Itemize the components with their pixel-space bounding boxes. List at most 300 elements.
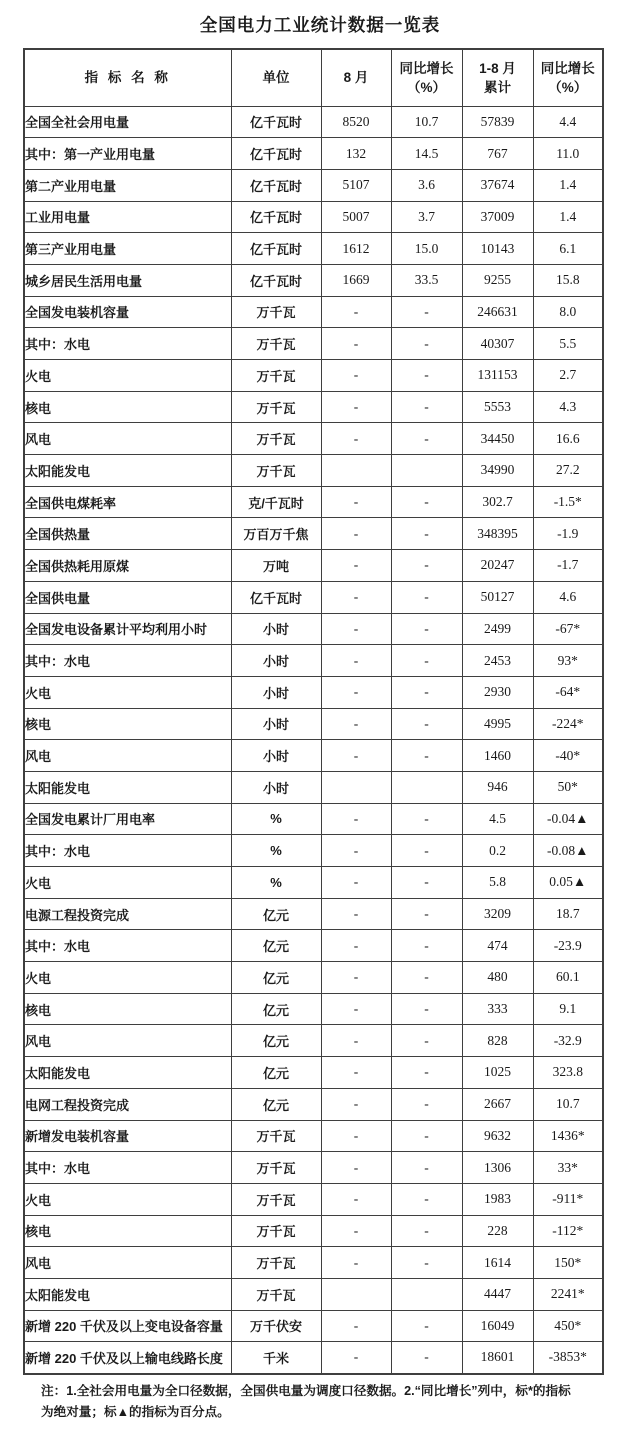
cumulative-yoy-cell: -1.9 <box>533 518 603 550</box>
august-yoy-cell: - <box>391 1025 462 1057</box>
august-value-cell: - <box>321 803 391 835</box>
cumulative-yoy-cell: 1.4 <box>533 201 603 233</box>
table-row <box>24 867 603 899</box>
unit-cell: 万千瓦 <box>231 1183 321 1215</box>
august-value-cell <box>321 771 391 803</box>
table-row <box>24 993 603 1025</box>
cumulative-value-cell: 333 <box>462 993 533 1025</box>
unit-cell: 亿千瓦时 <box>231 106 321 138</box>
august-value-cell: - <box>321 1152 391 1184</box>
cumulative-value-cell: 946 <box>462 771 533 803</box>
indicator-name-cell: 新增发电装机容量 <box>24 1120 231 1152</box>
august-value-cell: 1612 <box>321 233 391 265</box>
footnote-line: 注：1.全社会用电量为全口径数据，全国供电量为调度口径数据。2.“同比增长”列中，标*的指标 <box>41 1384 571 1398</box>
cumulative-yoy-cell: 50* <box>533 771 603 803</box>
cumulative-value-cell: 18601 <box>462 1342 533 1374</box>
august-value-cell: - <box>321 328 391 360</box>
unit-cell: 万千瓦 <box>231 328 321 360</box>
august-value-cell: - <box>321 898 391 930</box>
table-header <box>24 49 603 106</box>
indicator-name-cell: 其中：水电 <box>24 1152 231 1184</box>
august-yoy-cell: - <box>391 1120 462 1152</box>
indicator-name-cell: 全国供电煤耗率 <box>24 486 231 518</box>
august-yoy-cell: - <box>391 328 462 360</box>
unit-cell: 小时 <box>231 771 321 803</box>
footnote-line: 为绝对量；标▲的指标为百分点。 <box>41 1405 230 1419</box>
august-value-cell: - <box>321 1057 391 1089</box>
august-value-cell: 5107 <box>321 169 391 201</box>
unit-cell: 万千瓦 <box>231 1215 321 1247</box>
august-yoy-cell: - <box>391 1152 462 1184</box>
col-header-label: 指 标 名 称 <box>84 70 171 86</box>
august-yoy-cell: - <box>391 581 462 613</box>
august-value-cell <box>321 1278 391 1310</box>
august-value-cell: - <box>321 867 391 899</box>
cumulative-value-cell: 348395 <box>462 518 533 550</box>
unit-cell: 万吨 <box>231 550 321 582</box>
table-row <box>24 740 603 772</box>
cumulative-value-cell: 1983 <box>462 1183 533 1215</box>
unit-cell: 小时 <box>231 613 321 645</box>
unit-cell: % <box>231 867 321 899</box>
table-row <box>24 201 603 233</box>
cumulative-yoy-cell: 4.3 <box>533 391 603 423</box>
cumulative-value-cell: 4995 <box>462 708 533 740</box>
col-header-label: 1-8 月 <box>479 60 516 76</box>
col-header-sublabel: （%） <box>406 79 446 95</box>
unit-cell: 千米 <box>231 1342 321 1374</box>
cumulative-yoy-cell: 8.0 <box>533 296 603 328</box>
table-row <box>24 1247 603 1279</box>
unit-cell: 亿千瓦时 <box>231 233 321 265</box>
cumulative-yoy-cell: -1.7 <box>533 550 603 582</box>
cumulative-yoy-cell: -40* <box>533 740 603 772</box>
cumulative-yoy-cell: -224* <box>533 708 603 740</box>
indicator-name-cell: 火电 <box>24 676 231 708</box>
table-row <box>24 962 603 994</box>
cumulative-yoy-cell: 4.6 <box>533 581 603 613</box>
table-row <box>24 486 603 518</box>
cumulative-yoy-cell: 9.1 <box>533 993 603 1025</box>
table-row <box>24 1025 603 1057</box>
august-value-cell: - <box>321 1247 391 1279</box>
unit-cell: 万千瓦 <box>231 391 321 423</box>
august-value-cell: - <box>321 676 391 708</box>
august-value-cell: - <box>321 835 391 867</box>
cumulative-value-cell: 16049 <box>462 1310 533 1342</box>
august-yoy-cell: - <box>391 676 462 708</box>
cumulative-value-cell: 20247 <box>462 550 533 582</box>
table-row <box>24 264 603 296</box>
august-value-cell: - <box>321 1215 391 1247</box>
indicator-name-cell: 太阳能发电 <box>24 1057 231 1089</box>
table-row <box>24 930 603 962</box>
table-row <box>24 1120 603 1152</box>
cumulative-yoy-cell: -1.5* <box>533 486 603 518</box>
cumulative-value-cell: 1025 <box>462 1057 533 1089</box>
august-yoy-cell: - <box>391 1088 462 1120</box>
table-row <box>24 106 603 138</box>
august-yoy-cell: - <box>391 1057 462 1089</box>
table-row <box>24 169 603 201</box>
cumulative-yoy-cell: 10.7 <box>533 1088 603 1120</box>
cumulative-yoy-cell: -32.9 <box>533 1025 603 1057</box>
august-value-cell: - <box>321 1088 391 1120</box>
cumulative-value-cell: 474 <box>462 930 533 962</box>
cumulative-yoy-cell: -911* <box>533 1183 603 1215</box>
unit-cell: 万千瓦 <box>231 423 321 455</box>
august-yoy-cell: 10.7 <box>391 106 462 138</box>
indicator-name-cell: 全国供热量 <box>24 518 231 550</box>
cumulative-yoy-cell: -64* <box>533 676 603 708</box>
table-row <box>24 898 603 930</box>
august-yoy-cell: - <box>391 1342 462 1374</box>
august-yoy-cell: 33.5 <box>391 264 462 296</box>
august-yoy-cell: - <box>391 1183 462 1215</box>
col-header-sublabel: 累计 <box>484 79 511 95</box>
col-header-sublabel: （%） <box>548 79 588 95</box>
unit-cell: 亿千瓦时 <box>231 581 321 613</box>
august-yoy-cell: - <box>391 360 462 392</box>
august-yoy-cell: - <box>391 993 462 1025</box>
table-row <box>24 360 603 392</box>
cumulative-yoy-cell: 1.4 <box>533 169 603 201</box>
unit-cell: 小时 <box>231 708 321 740</box>
unit-cell: 亿元 <box>231 993 321 1025</box>
cumulative-value-cell: 1460 <box>462 740 533 772</box>
table-row <box>24 328 603 360</box>
unit-cell: 万千伏安 <box>231 1310 321 1342</box>
cumulative-value-cell: 228 <box>462 1215 533 1247</box>
indicator-name-cell: 城乡居民生活用电量 <box>24 264 231 296</box>
unit-cell: 万千瓦 <box>231 1278 321 1310</box>
col-header-label: 同比增长 <box>540 60 595 76</box>
table-row <box>24 1057 603 1089</box>
cumulative-value-cell: 40307 <box>462 328 533 360</box>
col-header-unit <box>231 49 321 106</box>
table-body <box>24 106 603 1374</box>
august-yoy-cell: - <box>391 391 462 423</box>
cumulative-yoy-cell: 6.1 <box>533 233 603 265</box>
cumulative-value-cell: 2930 <box>462 676 533 708</box>
indicator-name-cell: 其中：水电 <box>24 328 231 360</box>
cumulative-yoy-cell: 2241* <box>533 1278 603 1310</box>
table-row <box>24 391 603 423</box>
august-yoy-cell: - <box>391 708 462 740</box>
col-header-august <box>321 49 391 106</box>
august-yoy-cell <box>391 1278 462 1310</box>
unit-cell: 小时 <box>231 645 321 677</box>
indicator-name-cell: 全国发电装机容量 <box>24 296 231 328</box>
unit-cell: 万千瓦 <box>231 360 321 392</box>
august-value-cell: - <box>321 962 391 994</box>
indicator-name-cell: 全国供电量 <box>24 581 231 613</box>
august-value-cell: - <box>321 645 391 677</box>
col-header-yoy-growth <box>391 49 462 106</box>
indicator-name-cell: 火电 <box>24 962 231 994</box>
august-value-cell: - <box>321 486 391 518</box>
august-value-cell: - <box>321 708 391 740</box>
indicator-name-cell: 其中：水电 <box>24 835 231 867</box>
august-yoy-cell: - <box>391 898 462 930</box>
cumulative-value-cell: 3209 <box>462 898 533 930</box>
unit-cell: 亿元 <box>231 930 321 962</box>
table-row <box>24 581 603 613</box>
cumulative-yoy-cell: 450* <box>533 1310 603 1342</box>
august-value-cell: - <box>321 1120 391 1152</box>
august-yoy-cell: - <box>391 803 462 835</box>
cumulative-yoy-cell: 15.8 <box>533 264 603 296</box>
cumulative-yoy-cell: 323.8 <box>533 1057 603 1089</box>
header-row <box>24 49 603 106</box>
table-row <box>24 613 603 645</box>
table-row <box>24 1215 603 1247</box>
indicator-name-cell: 核电 <box>24 708 231 740</box>
august-value-cell: 8520 <box>321 106 391 138</box>
cumulative-yoy-cell: 1436* <box>533 1120 603 1152</box>
august-value-cell <box>321 455 391 487</box>
unit-cell: 万千瓦 <box>231 296 321 328</box>
cumulative-yoy-cell: 60.1 <box>533 962 603 994</box>
table-row <box>24 645 603 677</box>
indicator-name-cell: 风电 <box>24 1025 231 1057</box>
table-row <box>24 233 603 265</box>
indicator-name-cell: 其中：水电 <box>24 930 231 962</box>
august-yoy-cell: - <box>391 740 462 772</box>
indicator-name-cell: 火电 <box>24 867 231 899</box>
indicator-name-cell: 电源工程投资完成 <box>24 898 231 930</box>
cumulative-yoy-cell: -112* <box>533 1215 603 1247</box>
august-yoy-cell: - <box>391 518 462 550</box>
august-yoy-cell: - <box>391 1310 462 1342</box>
august-value-cell: - <box>321 1183 391 1215</box>
indicator-name-cell: 火电 <box>24 360 231 392</box>
cumulative-yoy-cell: 93* <box>533 645 603 677</box>
unit-cell: 小时 <box>231 740 321 772</box>
august-value-cell: - <box>321 581 391 613</box>
table-row <box>24 1342 603 1374</box>
table-row <box>24 423 603 455</box>
cumulative-yoy-cell: 16.6 <box>533 423 603 455</box>
cumulative-value-cell: 480 <box>462 962 533 994</box>
unit-cell: 万千瓦 <box>231 455 321 487</box>
cumulative-value-cell: 4.5 <box>462 803 533 835</box>
august-yoy-cell: - <box>391 486 462 518</box>
cumulative-yoy-cell: 0.05▲ <box>533 867 603 899</box>
cumulative-value-cell: 246631 <box>462 296 533 328</box>
cumulative-value-cell: 4447 <box>462 1278 533 1310</box>
cumulative-yoy-cell: 11.0 <box>533 138 603 170</box>
august-value-cell: - <box>321 423 391 455</box>
indicator-name-cell: 第三产业用电量 <box>24 233 231 265</box>
august-value-cell: - <box>321 993 391 1025</box>
unit-cell: 克/千瓦时 <box>231 486 321 518</box>
august-value-cell: - <box>321 1025 391 1057</box>
indicator-name-cell: 风电 <box>24 740 231 772</box>
cumulative-value-cell: 5.8 <box>462 867 533 899</box>
indicator-name-cell: 其中：水电 <box>24 645 231 677</box>
august-value-cell: - <box>321 518 391 550</box>
indicator-name-cell: 太阳能发电 <box>24 455 231 487</box>
cumulative-value-cell: 1614 <box>462 1247 533 1279</box>
unit-cell: 亿千瓦时 <box>231 138 321 170</box>
august-yoy-cell: - <box>391 1247 462 1279</box>
page-title: 全国电力工业统计数据一览表 <box>199 15 441 35</box>
august-value-cell: - <box>321 550 391 582</box>
august-yoy-cell: 3.7 <box>391 201 462 233</box>
unit-cell: 亿元 <box>231 1025 321 1057</box>
cumulative-value-cell: 131153 <box>462 360 533 392</box>
col-header-cumulative-yoy-growth <box>533 49 603 106</box>
table-row <box>24 1183 603 1215</box>
indicator-name-cell: 全国供热耗用原煤 <box>24 550 231 582</box>
august-value-cell: 132 <box>321 138 391 170</box>
august-yoy-cell: 15.0 <box>391 233 462 265</box>
indicator-name-cell: 工业用电量 <box>24 201 231 233</box>
unit-cell: 亿元 <box>231 898 321 930</box>
august-yoy-cell: - <box>391 550 462 582</box>
cumulative-yoy-cell: -67* <box>533 613 603 645</box>
table-row <box>24 771 603 803</box>
col-header-label: 8 月 <box>343 70 369 86</box>
table-row <box>24 708 603 740</box>
august-yoy-cell: - <box>391 296 462 328</box>
col-header-label: 同比增长 <box>399 60 454 76</box>
unit-cell: 万千瓦 <box>231 1247 321 1279</box>
footnote <box>41 1381 599 1423</box>
august-value-cell: - <box>321 1310 391 1342</box>
august-yoy-cell <box>391 455 462 487</box>
august-yoy-cell: - <box>391 645 462 677</box>
cumulative-value-cell: 5553 <box>462 391 533 423</box>
august-value-cell: - <box>321 391 391 423</box>
table-row <box>24 1310 603 1342</box>
cumulative-value-cell: 50127 <box>462 581 533 613</box>
cumulative-yoy-cell: -0.04▲ <box>533 803 603 835</box>
cumulative-yoy-cell: 2.7 <box>533 360 603 392</box>
table-row <box>24 550 603 582</box>
unit-cell: % <box>231 835 321 867</box>
unit-cell: 小时 <box>231 676 321 708</box>
august-yoy-cell: - <box>391 867 462 899</box>
august-yoy-cell: - <box>391 1215 462 1247</box>
cumulative-value-cell: 2499 <box>462 613 533 645</box>
cumulative-value-cell: 2667 <box>462 1088 533 1120</box>
cumulative-yoy-cell: 5.5 <box>533 328 603 360</box>
august-yoy-cell: - <box>391 423 462 455</box>
unit-cell: 亿千瓦时 <box>231 169 321 201</box>
cumulative-value-cell: 828 <box>462 1025 533 1057</box>
unit-cell: 万百万千焦 <box>231 518 321 550</box>
august-yoy-cell: - <box>391 835 462 867</box>
cumulative-value-cell: 37009 <box>462 201 533 233</box>
indicator-name-cell: 核电 <box>24 993 231 1025</box>
table-row <box>24 676 603 708</box>
cumulative-value-cell: 37674 <box>462 169 533 201</box>
table-row <box>24 803 603 835</box>
table-row <box>24 835 603 867</box>
indicator-name-cell: 太阳能发电 <box>24 771 231 803</box>
cumulative-value-cell: 1306 <box>462 1152 533 1184</box>
unit-cell: 万千瓦 <box>231 1120 321 1152</box>
august-value-cell: - <box>321 296 391 328</box>
cumulative-value-cell: 767 <box>462 138 533 170</box>
cumulative-yoy-cell: -3853* <box>533 1342 603 1374</box>
indicator-name-cell: 新增 220 千伏及以上输电线路长度 <box>24 1342 231 1374</box>
cumulative-yoy-cell: -23.9 <box>533 930 603 962</box>
cumulative-yoy-cell: 27.2 <box>533 455 603 487</box>
cumulative-value-cell: 0.2 <box>462 835 533 867</box>
august-value-cell: - <box>321 1342 391 1374</box>
cumulative-value-cell: 10143 <box>462 233 533 265</box>
indicator-name-cell: 第二产业用电量 <box>24 169 231 201</box>
col-header-label: 单位 <box>262 70 290 86</box>
cumulative-yoy-cell: 150* <box>533 1247 603 1279</box>
august-value-cell: 5007 <box>321 201 391 233</box>
cumulative-yoy-cell: 33* <box>533 1152 603 1184</box>
cumulative-yoy-cell: -0.08▲ <box>533 835 603 867</box>
table-row <box>24 138 603 170</box>
indicator-name-cell: 新增 220 千伏及以上变电设备容量 <box>24 1310 231 1342</box>
col-header-jan-aug-cumulative <box>462 49 533 106</box>
indicator-name-cell: 其中：第一产业用电量 <box>24 138 231 170</box>
cumulative-value-cell: 57839 <box>462 106 533 138</box>
unit-cell: 亿元 <box>231 1057 321 1089</box>
indicator-name-cell: 火电 <box>24 1183 231 1215</box>
august-yoy-cell: 3.6 <box>391 169 462 201</box>
col-header-indicator-name <box>24 49 231 106</box>
cumulative-yoy-cell: 4.4 <box>533 106 603 138</box>
august-value-cell: - <box>321 613 391 645</box>
august-yoy-cell: - <box>391 930 462 962</box>
indicator-name-cell: 全国发电累计厂用电率 <box>24 803 231 835</box>
indicator-name-cell: 全国发电设备累计平均利用小时 <box>24 613 231 645</box>
statistics-table <box>23 48 604 1375</box>
unit-cell: 万千瓦 <box>231 1152 321 1184</box>
august-yoy-cell <box>391 771 462 803</box>
unit-cell: 亿千瓦时 <box>231 264 321 296</box>
august-yoy-cell: 14.5 <box>391 138 462 170</box>
table-row <box>24 455 603 487</box>
indicator-name-cell: 核电 <box>24 1215 231 1247</box>
unit-cell: 亿元 <box>231 962 321 994</box>
august-value-cell: - <box>321 360 391 392</box>
august-value-cell: - <box>321 930 391 962</box>
indicator-name-cell: 太阳能发电 <box>24 1278 231 1310</box>
august-value-cell: - <box>321 740 391 772</box>
august-yoy-cell: - <box>391 962 462 994</box>
cumulative-value-cell: 2453 <box>462 645 533 677</box>
table-row <box>24 296 603 328</box>
table-row <box>24 1088 603 1120</box>
indicator-name-cell: 全国全社会用电量 <box>24 106 231 138</box>
table-row <box>24 518 603 550</box>
table-row <box>24 1152 603 1184</box>
indicator-name-cell: 风电 <box>24 1247 231 1279</box>
indicator-name-cell: 核电 <box>24 391 231 423</box>
unit-cell: % <box>231 803 321 835</box>
cumulative-yoy-cell: 18.7 <box>533 898 603 930</box>
table-row <box>24 1278 603 1310</box>
cumulative-value-cell: 9255 <box>462 264 533 296</box>
unit-cell: 亿元 <box>231 1088 321 1120</box>
cumulative-value-cell: 302.7 <box>462 486 533 518</box>
indicator-name-cell: 电网工程投资完成 <box>24 1088 231 1120</box>
august-yoy-cell: - <box>391 613 462 645</box>
cumulative-value-cell: 34450 <box>462 423 533 455</box>
august-value-cell: 1669 <box>321 264 391 296</box>
cumulative-value-cell: 9632 <box>462 1120 533 1152</box>
